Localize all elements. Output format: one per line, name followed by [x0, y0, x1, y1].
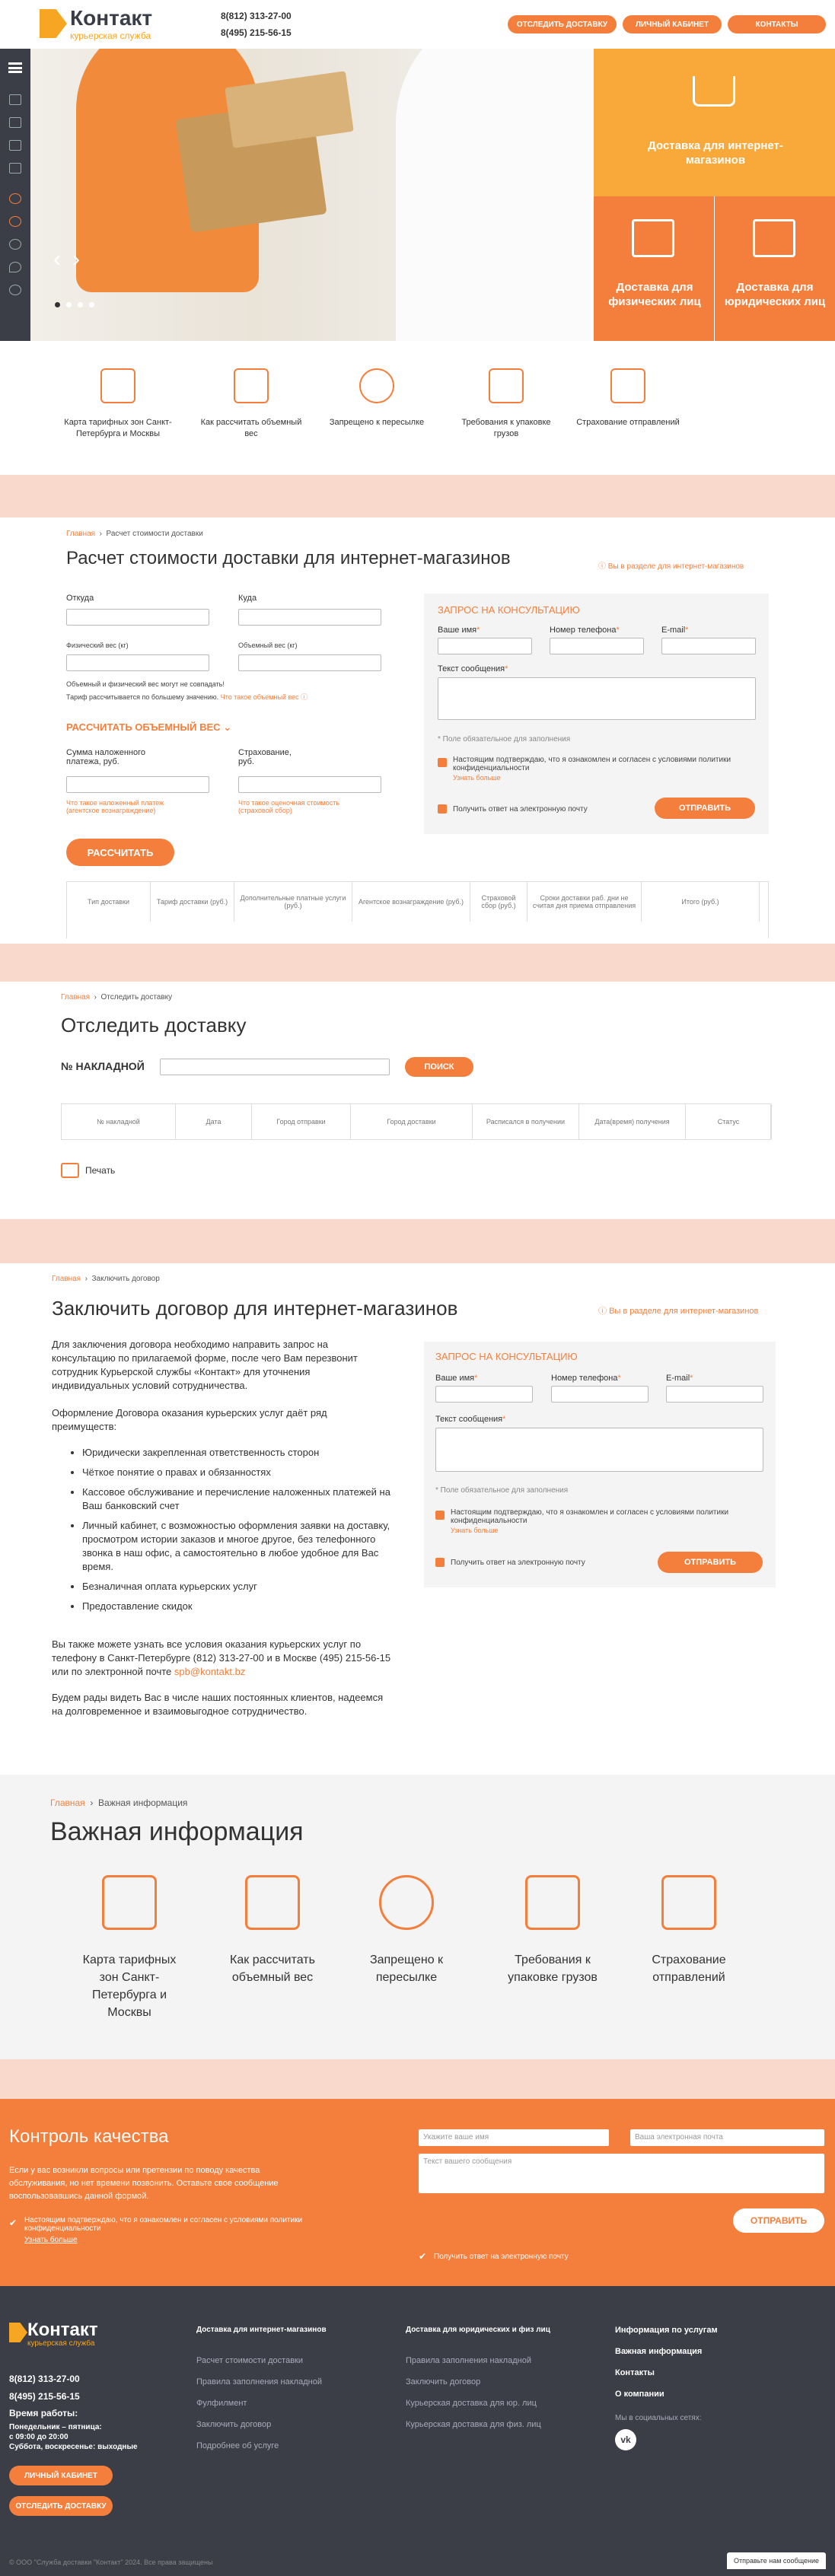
- info-item[interactable]: [61, 368, 175, 440]
- vol-weight-link[interactable]: Что такое объемный вес: [220, 693, 299, 701]
- table-header-cell: Город отправки: [252, 1104, 351, 1139]
- from-input[interactable]: [66, 609, 209, 626]
- divider: [0, 944, 835, 982]
- calc-section: [0, 517, 835, 944]
- info-item[interactable]: [194, 368, 308, 440]
- copyright: © ООО "Служба доставки "Контакт" 2024. Все права защищены: [9, 2558, 213, 2566]
- consult-name-input[interactable]: [438, 638, 532, 654]
- agree-text: Настоящим подтверждаю, что я ознакомлен и согласен с условиями политики конфиденциальности: [451, 1508, 729, 1525]
- breadcrumb-home[interactable]: Главная: [52, 1275, 81, 1283]
- logo-title: Контакт: [27, 2320, 98, 2340]
- hero-tile-shops[interactable]: [594, 49, 835, 196]
- consult-phone-label: Номер телефона*: [550, 626, 620, 635]
- important-item-label: Запрещено к пересылке: [369, 1953, 444, 1984]
- benefits-list: [69, 1446, 396, 1619]
- consult-phone-label: Номер телефона*: [551, 1374, 621, 1383]
- waybill-input[interactable]: [160, 1059, 390, 1075]
- footer-cabinet-button[interactable]: ЛИЧНЫЙ КАБИНЕТ: [9, 2466, 113, 2485]
- required-note: * Поле обязательное для заполнения: [438, 735, 571, 744]
- contract-closing: Будем рады видеть Вас в числе наших постоянных клиентов, надеемся на долговременное и взаимовыгодное сотрудничество.: [52, 1692, 384, 1717]
- quality-send-button[interactable]: ОТПРАВИТЬ: [733, 2208, 824, 2233]
- section-link[interactable]: ⓘ Вы в разделе для интернет-магазинов: [598, 562, 744, 571]
- vk-icon[interactable]: vk: [615, 2429, 636, 2450]
- consult-phone-input[interactable]: [550, 638, 644, 654]
- list-item: • Чёткое понятие о правах и обязанностях: [82, 1466, 396, 1479]
- hero-dots[interactable]: [55, 302, 94, 307]
- footer-link[interactable]: Заключить договор: [406, 2377, 481, 2387]
- hero: [0, 49, 835, 341]
- hero-tile-individuals[interactable]: [594, 196, 714, 341]
- breadcrumb: Главная › Важная информация: [50, 1797, 188, 1808]
- vol-weight-label: Объемный вес (кг): [238, 642, 298, 649]
- hours-2: с 09:00 до 20:00: [9, 2433, 69, 2441]
- footer-link[interactable]: Контакты: [615, 2368, 655, 2377]
- list-item: • Безналичная оплата курьерских услуг: [82, 1580, 396, 1594]
- footer: [0, 2286, 835, 2576]
- logo-subtitle: курьерская служба: [70, 30, 151, 41]
- track-search-button[interactable]: ПОИСК: [405, 1057, 473, 1077]
- info-row: [0, 341, 835, 475]
- contract-benefits-title: Оформление Договора оказания курьерских услуг даёт ряд преимуществ:: [52, 1407, 327, 1432]
- important-item-label: Страхование отправлений: [652, 1953, 726, 1984]
- to-label: Куда: [238, 594, 257, 603]
- hours-3: Суббота, воскресенье: выходные: [9, 2443, 138, 2451]
- calculate-button[interactable]: РАССЧИТАТЬ: [66, 839, 174, 866]
- footer-link[interactable]: Курьерская доставка для физ. лиц: [406, 2420, 541, 2429]
- breadcrumb: Главная › Отследить доставку: [61, 993, 173, 1001]
- social-label: Мы в социальных сетях:: [615, 2414, 702, 2422]
- hero-tile-individuals-label: Доставка для физических лиц: [608, 281, 701, 308]
- list-item: • Юридически закрепленная ответственность сторон: [82, 1446, 396, 1460]
- table-header-cell: Дата: [176, 1104, 252, 1139]
- consult-form: [424, 1342, 776, 1587]
- hero-tile-companies-label: Доставка для юридических лиц: [724, 281, 826, 308]
- important-item[interactable]: [219, 1875, 326, 1986]
- email-reply-checkbox[interactable]: [438, 804, 447, 814]
- footer-col2-title: Доставка для юридических и физ лиц: [406, 2326, 550, 2334]
- header-phone-2[interactable]: 8(495) 215-56-15: [221, 27, 292, 38]
- header-phone-1[interactable]: 8(812) 313-27-00: [221, 11, 292, 21]
- footer-link[interactable]: Информация по услугам: [615, 2326, 718, 2335]
- box-icon: [234, 368, 269, 403]
- cod-input[interactable]: [66, 776, 209, 793]
- tracking-table: [61, 1103, 771, 1140]
- weight-note: Объемный и физический вес могут не совпадать!: [66, 680, 225, 688]
- insurance-input[interactable]: [238, 776, 381, 793]
- breadcrumb: Главная › Расчет стоимости доставки: [66, 530, 203, 538]
- header-contacts-button[interactable]: КОНТАКТЫ: [728, 15, 826, 33]
- consult-title: ЗАПРОС НА КОНСУЛЬТАЦИЮ: [438, 604, 580, 616]
- important-section: [0, 1775, 835, 2059]
- consult-name-input[interactable]: [435, 1386, 533, 1403]
- quality-privacy-more[interactable]: Узнать больше: [24, 2236, 78, 2244]
- footer-link[interactable]: О компании: [615, 2390, 664, 2399]
- consult-send-button[interactable]: ОТПРАВИТЬ: [655, 798, 755, 819]
- contract-section: [0, 1263, 835, 1775]
- logo-subtitle: курьерская служба: [27, 2339, 95, 2348]
- map-icon: [102, 1875, 157, 1930]
- hero-tile-companies[interactable]: [715, 196, 835, 341]
- important-item[interactable]: [76, 1875, 183, 2021]
- quality-text: Если у вас возникли вопросы или претензии по поводу качества обслуживания, но нет времени позвонить. Оставьте свое сообщение воспользовавшись данной формой.: [9, 2166, 279, 2201]
- info-item-label: Карта тарифных зон Санкт-Петербурга и Москвы: [64, 418, 172, 438]
- phys-weight-label: Физический вес (кг): [66, 642, 129, 649]
- logo-icon: [9, 2323, 27, 2342]
- agree-checkbox[interactable]: [438, 758, 447, 767]
- insurance-hint-link[interactable]: Что такое оценочная стоимость (страховой сбор): [238, 799, 340, 814]
- track-section: [0, 982, 835, 1219]
- important-item-label: Как рассчитать объемный вес: [230, 1953, 315, 1984]
- important-item[interactable]: [636, 1875, 742, 1986]
- agree-text: Настоящим подтверждаю, что я ознакомлен и согласен с условиями политики конфиденциальности: [453, 756, 731, 772]
- footer-link[interactable]: Курьерская доставка для юр. лиц: [406, 2399, 537, 2408]
- consult-name-label: Ваше имя*: [438, 626, 480, 635]
- info-item[interactable]: [449, 368, 563, 440]
- quality-email-input[interactable]: Ваша электронная почта: [630, 2129, 824, 2146]
- footer-link[interactable]: Правила заполнения накладной: [196, 2377, 322, 2387]
- divider: [0, 475, 835, 517]
- info-item-label: Как рассчитать объемный вес: [200, 418, 302, 438]
- package-icon: [489, 368, 524, 403]
- footer-link[interactable]: Подробнее об услуге: [196, 2441, 279, 2450]
- hero-next-arrow[interactable]: ›: [72, 247, 80, 272]
- consult-message-label: Текст сообщения*: [435, 1415, 506, 1424]
- consult-name-label: Ваше имя*: [435, 1374, 478, 1383]
- quality-section: [0, 2099, 835, 2286]
- footer-link[interactable]: Важная информация: [615, 2347, 703, 2356]
- privacy-more-link[interactable]: Узнать больше: [451, 1527, 499, 1534]
- consult-email-input[interactable]: [661, 638, 756, 654]
- logo-title: Контакт: [70, 6, 153, 30]
- info-item-label: Требования к упаковке грузов: [461, 418, 551, 438]
- important-item-label: Карта тарифных зон Санкт-Петербурга и Москвы: [82, 1953, 177, 2019]
- contract-contacts: Вы также можете узнать все условия оказания курьерских услуг по телефону в Санкт-Петербурге (812) 313-27-00 и в Москве (495) 215-56-15 или по электронной почте spb@kontakt.bz: [52, 1638, 391, 1677]
- consult-message-input[interactable]: [435, 1428, 763, 1472]
- table-header-cell: Страховой сбор (руб.): [470, 882, 527, 922]
- consult-phone-input[interactable]: [551, 1386, 649, 1403]
- breadcrumb-home[interactable]: Главная: [61, 993, 91, 1001]
- header: [0, 0, 835, 49]
- breadcrumb-current: Заключить договор: [91, 1275, 160, 1283]
- printer-icon: [61, 1163, 79, 1178]
- consult-email-label: E-mail*: [666, 1374, 693, 1383]
- box-icon: [245, 1875, 300, 1930]
- table-header-cell: Дата(время) получения: [579, 1104, 686, 1139]
- email-reply-text: Получить ответ на электронную почту: [451, 1559, 585, 1567]
- table-header-cell: № накладной: [62, 1104, 176, 1139]
- consult-email-input[interactable]: [666, 1386, 763, 1403]
- header-track-button[interactable]: ОТСЛЕДИТЬ ДОСТАВКУ: [508, 15, 617, 33]
- breadcrumb-current: Отследить доставку: [100, 993, 173, 1001]
- check-icon[interactable]: ✔: [419, 2251, 427, 2262]
- hand-stop-icon: [379, 1875, 434, 1930]
- footer-link[interactable]: Правила заполнения накладной: [406, 2356, 531, 2365]
- table-header-cell: Город доставки: [351, 1104, 473, 1139]
- divider: [0, 1219, 835, 1263]
- page-title: Расчет стоимости доставки для интернет-магазинов: [66, 548, 511, 568]
- header-cabinet-button[interactable]: ЛИЧНЫЙ КАБИНЕТ: [623, 15, 722, 33]
- footer-link[interactable]: Фулфилмент: [196, 2399, 247, 2408]
- section-link[interactable]: ⓘ Вы в разделе для интернет-магазинов: [598, 1307, 759, 1316]
- map-icon: [100, 368, 135, 403]
- breadcrumb-current: Важная информация: [98, 1797, 188, 1808]
- logo[interactable]: [40, 8, 177, 43]
- list-item: • Личный кабинет, с возможностью оформления заявки на доставку, просмотром истории заказов и многое другое, без телефонного звонка в наш офис, а самостоятельно в любое удобное для Вас время.: [82, 1519, 396, 1574]
- tariff-note: Тариф рассчитывается по большему значению. Что такое объемный вес ⓘ: [66, 693, 308, 701]
- contract-intro: Для заключения договора необходимо направить запрос на консультацию по прилагаемой форме, после чего Вам перезвонит сотрудник Курьерской службы «Контакт» для уточнения индивидуальных условий сотрудничества.: [52, 1339, 358, 1391]
- table-header-cell: Агентское вознаграждение (руб.): [352, 882, 470, 922]
- phys-weight-input[interactable]: [66, 654, 209, 671]
- table-header-cell: Статус: [686, 1104, 772, 1139]
- important-item[interactable]: [499, 1875, 606, 1986]
- quality-title: Контроль качества: [9, 2126, 169, 2147]
- info-item[interactable]: [320, 368, 434, 428]
- feedback-widget[interactable]: Отправьте нам сообщение: [727, 2552, 826, 2569]
- footer-col1-title: Доставка для интернет-магазинов: [196, 2326, 327, 2334]
- from-label: Откуда: [66, 594, 94, 603]
- footer-track-button[interactable]: ОТСЛЕДИТЬ ДОСТАВКУ: [9, 2496, 113, 2516]
- shield-icon: [610, 368, 645, 403]
- footer-phone-1[interactable]: 8(812) 313-27-00: [9, 2374, 80, 2384]
- vol-calc-toggle[interactable]: РАССЧИТАТЬ ОБЪЕМНЫЙ ВЕС ⌄: [66, 721, 232, 733]
- print-label: Печать: [85, 1165, 116, 1176]
- info-item-label: Запрещено к пересылке: [329, 418, 425, 427]
- envelope-icon: [632, 219, 674, 257]
- breadcrumb: Главная › Заключить договор: [52, 1275, 160, 1283]
- briefcase-icon: [753, 219, 795, 257]
- footer-link[interactable]: Заключить договор: [196, 2420, 272, 2429]
- privacy-more-link[interactable]: Узнать больше: [453, 774, 501, 782]
- vol-weight-input[interactable]: [238, 654, 381, 671]
- consult-message-input[interactable]: [438, 677, 756, 720]
- table-header-cell: Сроки доставки раб. дни не считая дня приема отправления: [527, 882, 642, 922]
- email-reply-checkbox[interactable]: [435, 1558, 445, 1567]
- print-button[interactable]: [61, 1163, 115, 1178]
- quality-agree-text: Настоящим подтверждаю, что я ознакомлен и согласен с условиями политики конфиденциальности: [24, 2216, 303, 2233]
- breadcrumb-home[interactable]: Главная: [66, 530, 96, 538]
- to-input[interactable]: [238, 609, 381, 626]
- table-header-cell: Дополнительные платные услуги (руб.): [234, 882, 352, 922]
- cart-icon: [693, 76, 735, 107]
- divider: [0, 2059, 835, 2099]
- hours-1: Понедельник – пятница:: [9, 2423, 102, 2431]
- quality-name-input[interactable]: Укажите ваше имя: [419, 2129, 609, 2146]
- consult-email-label: E-mail*: [661, 626, 689, 635]
- important-item-label: Требования к упаковке грузов: [508, 1953, 598, 1984]
- footer-phone-2[interactable]: 8(495) 215-56-15: [9, 2391, 80, 2402]
- footer-logo[interactable]: [9, 2320, 131, 2353]
- info-item[interactable]: [571, 368, 685, 428]
- table-header-cell: Итого (руб.): [642, 882, 760, 922]
- footer-link[interactable]: Расчет стоимости доставки: [196, 2356, 304, 2365]
- consult-form: [424, 594, 769, 834]
- consult-send-button[interactable]: ОТПРАВИТЬ: [658, 1552, 763, 1573]
- results-table: [66, 881, 769, 938]
- list-item: • Предоставление скидок: [82, 1600, 396, 1613]
- hero-prev-arrow[interactable]: ‹: [53, 247, 61, 272]
- consult-message-label: Текст сообщения*: [438, 664, 508, 673]
- check-icon[interactable]: ✔: [9, 2218, 18, 2228]
- quality-message-input[interactable]: Текст вашего сообщения: [419, 2154, 824, 2193]
- table-header-cell: Тип доставки: [67, 882, 151, 922]
- info-item-label: Страхование отправлений: [576, 418, 680, 427]
- insurance-label: Страхование, руб.: [238, 748, 292, 766]
- shield-icon: [661, 1875, 716, 1930]
- hand-stop-icon: [359, 368, 394, 403]
- cod-hint-link[interactable]: Что такое наложенный платеж (агентское вознаграждение): [66, 799, 164, 814]
- important-item[interactable]: [353, 1875, 460, 1986]
- hours-title: Время работы:: [9, 2408, 78, 2418]
- consult-title: ЗАПРОС НА КОНСУЛЬТАЦИЮ: [435, 1351, 578, 1362]
- email-reply-text: Получить ответ на электронную почту: [453, 805, 588, 814]
- package-icon: [525, 1875, 580, 1930]
- quality-email-reply: Получить ответ на электронную почту: [434, 2253, 569, 2261]
- chevron-down-icon: ⌄: [223, 721, 232, 733]
- cod-label: Сумма наложенного платежа, руб.: [66, 748, 145, 766]
- agree-checkbox[interactable]: [435, 1511, 445, 1520]
- page-title: Заключить договор для интернет-магазинов: [52, 1297, 458, 1320]
- email-link[interactable]: spb@kontakt.bz: [174, 1666, 246, 1677]
- table-header-cell: Расписался в получении: [473, 1104, 579, 1139]
- breadcrumb-current: Расчет стоимости доставки: [106, 530, 203, 538]
- waybill-label: № НАКЛАДНОЙ: [61, 1060, 145, 1072]
- breadcrumb-home[interactable]: Главная: [50, 1797, 85, 1808]
- required-note: * Поле обязательное для заполнения: [435, 1486, 569, 1495]
- table-header-cell: Тариф доставки (руб.): [151, 882, 234, 922]
- page-title: Отследить доставку: [61, 1014, 247, 1036]
- hero-image: [30, 49, 594, 341]
- list-item: • Кассовое обслуживание и перечисление наложенных платежей на Ваш банковский счет: [82, 1485, 396, 1513]
- page-title: Важная информация: [50, 1817, 304, 1846]
- logo-icon: [40, 9, 67, 38]
- hero-tile-shops-label: Доставка для интернет-магазинов: [648, 139, 783, 167]
